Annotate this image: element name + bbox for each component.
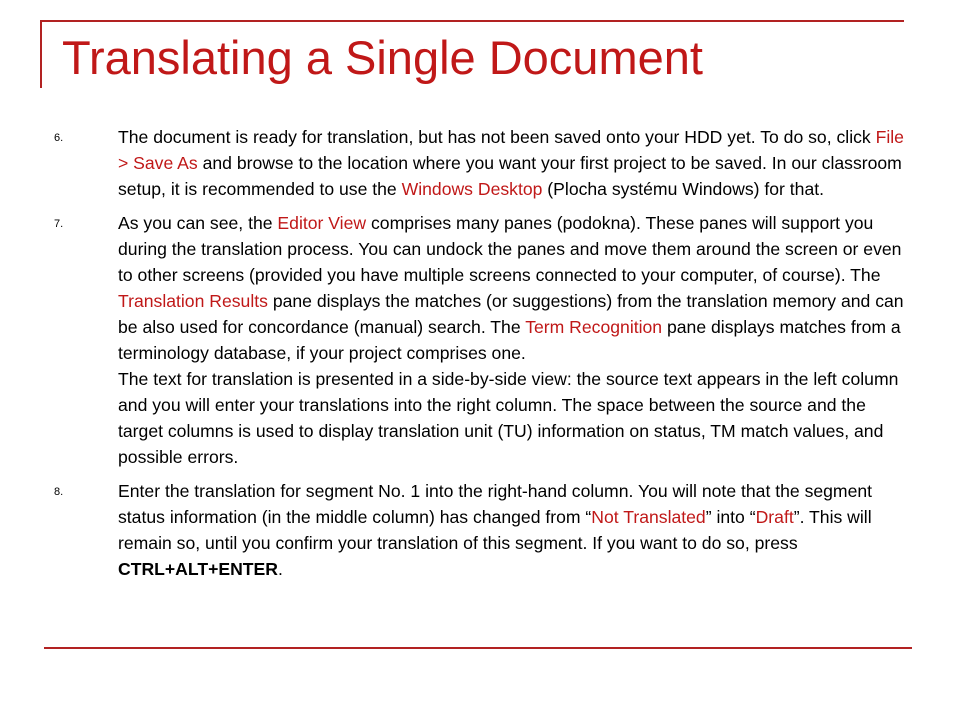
text-run: The document is ready for translation, but has not been saved onto your HDD yet. To do so, click	[118, 127, 876, 147]
list-item-text	[118, 210, 914, 470]
highlighted-term: File > Save As	[118, 127, 904, 173]
numbered-list	[54, 124, 914, 590]
text-run: pane displays matches from a terminology database, if your project comprises one.	[118, 317, 901, 363]
text-run: and browse to the location where you want your first project to be saved. In our classroom setup, it is recommended to use the	[118, 153, 902, 199]
list-item-number: 8.	[54, 486, 64, 498]
bold-shortcut: CTRL+ALT+ENTER	[118, 559, 278, 579]
text-run: The text for translation is presented in a side-by-side view: the source text appears in the left column and you will enter your translations into the right column. The space between the source and the target columns is used to display translation unit (TU) information on status, TM match values, and possible errors.	[118, 369, 899, 467]
text-run: ” into “	[705, 507, 756, 527]
list-item	[54, 210, 914, 470]
list-item-text	[118, 478, 914, 582]
text-run: pane displays the matches (or suggestions) from the translation memory and can be also used for concordance (manual) search. The	[118, 291, 904, 337]
highlighted-term: Not Translated	[591, 507, 706, 527]
highlighted-term: Translation Results	[118, 291, 268, 311]
text-run: .	[277, 559, 283, 579]
text-run: ”. This will remain so, until you confirm your translation of this segment. If you want to do so, press	[118, 507, 872, 553]
highlighted-term: Draft	[755, 507, 794, 527]
list-item	[54, 124, 914, 202]
text-run: As you can see, the	[118, 213, 278, 233]
list-item-number: 6.	[54, 132, 64, 144]
frame-left-rule	[40, 20, 42, 88]
highlighted-term: Windows Desktop	[401, 179, 543, 199]
text-run: comprises many panes (podokna). These panes will support you during the translation process. You can undock the panes and move them around the screen or even to other screens (provided you have multiple screens connected to your computer, of course). The	[118, 213, 902, 285]
highlighted-term: Term Recognition	[525, 317, 663, 337]
list-item	[54, 478, 914, 582]
slide-title: Translating a Single Document	[62, 31, 703, 84]
highlighted-term: Editor View	[277, 213, 367, 233]
text-run: (Plocha systému Windows) for that.	[542, 179, 825, 199]
list-item-number: 7.	[54, 218, 64, 230]
text-run: Enter the translation for segment No. 1 into the right-hand column. You will note that the segment status information (in the middle column) has changed from “	[118, 481, 873, 527]
list-item-text	[118, 124, 914, 202]
frame-top-rule	[40, 20, 904, 22]
frame-bottom-rule	[44, 647, 912, 649]
